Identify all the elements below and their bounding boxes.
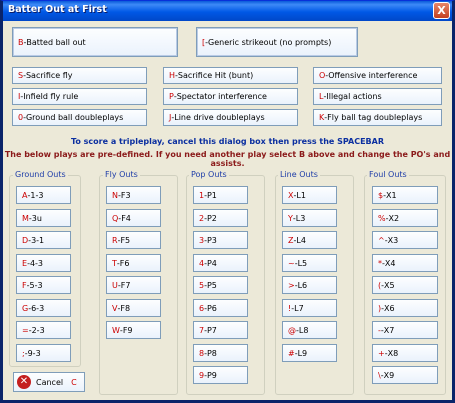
button-key: 4 [199,258,205,268]
pop-out-button[interactable] [193,344,248,362]
button-sep: - [204,325,207,335]
pop-out-button[interactable] [193,276,248,294]
button-key: * [378,258,382,268]
pop-out-button[interactable] [193,209,248,227]
button-key: 0 [18,113,24,122]
button-sep: - [204,213,207,223]
ground-ball-doubleplays-button[interactable] [12,109,147,126]
button-label: L4 [296,235,306,245]
button-label: P5 [206,280,217,290]
button-key: % [378,213,386,223]
pop-out-button[interactable] [193,299,248,317]
button-sep: - [384,235,388,245]
button-sep: - [24,348,28,358]
button-label: Line drive doubleplays [174,113,265,122]
button-key: D [22,235,29,245]
button-sep: - [117,303,121,313]
ground-out-button[interactable] [16,276,71,294]
fly-out-button[interactable] [106,254,161,272]
button-label: X8 [387,348,399,358]
button-label: Fly ball tag doubleplays [327,113,423,122]
button-label: F4 [121,213,131,223]
button-sep: - [116,258,120,268]
cancel-label: Cancel [36,377,64,387]
ground-out-button[interactable] [16,186,71,204]
foul-out-button[interactable] [372,321,438,339]
button-sep: - [117,280,121,290]
button-label: P6 [206,303,217,313]
button-sep: - [26,280,30,290]
sacrifice-fly-button[interactable] [12,67,147,84]
button-key: J [169,113,172,122]
button-key: O [319,71,326,80]
ground-out-button[interactable] [16,254,71,272]
button-key: $ [378,190,384,200]
button-key: Q [112,213,119,223]
close-button[interactable]: X [433,2,450,19]
line-out-button[interactable] [282,276,337,294]
group-label-foul-outs: Foul Outs [369,170,407,179]
button-key: U [112,280,118,290]
button-key: + [378,348,385,358]
button-sep: - [294,258,298,268]
button-label: X5 [384,280,395,290]
button-sep: - [23,37,27,47]
offensive-interference-button[interactable] [313,67,442,84]
button-label: L1 [296,190,306,200]
tripleplay-instruction: To score a tripleplay, cancel this dialog box then press the SPACEBAR [70,137,384,146]
button-label: X7 [383,325,395,335]
title-bar[interactable] [3,1,452,21]
button-key: ; [22,348,25,358]
button-sep: - [383,190,386,200]
pop-out-button[interactable] [193,321,248,339]
button-label: P9 [206,370,217,380]
button-label: X4 [384,258,396,268]
button-key: L [319,92,324,101]
line-out-button[interactable] [282,299,337,317]
infield-fly-rule-button[interactable] [12,88,147,105]
button-key: 6 [199,303,205,313]
button-label: P7 [206,325,217,335]
button-key: H [169,71,176,80]
button-sep: - [205,37,209,47]
button-label: P3 [206,235,217,245]
button-label: P4 [206,258,217,268]
button-sep: - [296,325,299,335]
button-label: Offensive interference [328,71,418,80]
pop-out-button[interactable] [193,254,248,272]
button-sep: - [204,258,207,268]
line-out-button[interactable] [282,231,337,249]
button-label: L7 [294,303,304,313]
button-sep: - [23,113,26,122]
button-sep: - [28,325,32,335]
button-sep: - [171,113,175,122]
foul-out-button[interactable] [372,186,438,204]
button-key: W [112,325,120,335]
button-key: I [18,92,21,101]
button-key: M [22,213,29,223]
button-sep: - [175,71,178,80]
foul-out-button[interactable] [372,344,438,362]
button-label: Illegal actions [326,92,382,101]
button-key: ) [378,303,382,313]
button-label: L5 [297,258,308,268]
line-out-button[interactable] [282,344,337,362]
button-label: Generic strikeout (no prompts) [208,37,332,47]
button-label: 1-3 [30,190,44,200]
button-label: 3u [31,213,42,223]
line-out-button[interactable] [282,254,337,272]
group-label-fly-outs: Fly Outs [105,170,138,179]
button-sep: - [325,71,329,80]
button-label: Infield fly rule [23,92,79,101]
button-label: L8 [298,325,309,335]
button-key: 8 [199,348,205,358]
foul-out-button[interactable] [372,209,438,227]
group-label-pop-outs: Pop Outs [191,170,227,179]
button-key: ^ [378,235,385,245]
cancel-icon: ✕ [17,375,31,389]
button-label: Spectator interference [176,92,267,101]
button-key: Z [288,235,294,245]
button-sep: - [28,303,32,313]
button-sep: - [27,190,31,200]
button-label: 9-3 [27,348,41,358]
button-label: L3 [295,213,306,223]
ground-out-button[interactable] [16,231,71,249]
button-key: > [288,280,295,290]
button-key: 2 [199,213,205,223]
line-out-button[interactable] [282,321,337,339]
button-sep: - [293,235,297,245]
button-sep: - [294,348,298,358]
button-label: P1 [206,190,217,200]
button-label: F6 [119,258,130,268]
button-sep: - [381,303,385,313]
button-label: X2 [388,213,400,223]
button-key: @ [288,325,296,335]
fly-out-button[interactable] [106,231,161,249]
button-key: 7 [199,325,205,335]
foul-out-button[interactable] [372,276,438,294]
button-sep: - [204,235,207,245]
button-label: 3-1 [31,235,45,245]
group-label-line-outs: Line Outs [280,170,318,179]
fly-ball-tag-doubleplays-button[interactable] [313,109,442,126]
button-label: Batted ball out [26,37,86,47]
fly-out-button[interactable] [106,321,161,339]
button-label: F3 [120,190,131,200]
button-key: E [22,258,28,268]
pop-out-button[interactable] [193,231,248,249]
button-key: S [18,71,24,80]
button-label: F9 [122,325,133,335]
button-sep: - [23,71,26,80]
button-key: X [288,190,294,200]
button-key: R [112,235,118,245]
sacrifice-hit-button[interactable] [163,67,298,84]
button-key: 3 [199,235,205,245]
pop-out-button[interactable] [193,186,248,204]
button-sep: - [204,280,207,290]
fly-out-button[interactable] [106,276,161,294]
button-key: B [18,37,24,47]
ground-out-button[interactable] [16,209,71,227]
button-sep: - [204,190,207,200]
button-label: L6 [297,280,308,290]
button-key: = [22,325,29,335]
button-key: ! [288,303,292,313]
foul-out-button[interactable] [372,299,438,317]
spectator-interference-button[interactable] [163,88,298,105]
button-label: L9 [297,348,308,358]
foul-out-button[interactable] [372,254,438,272]
button-key: 5 [199,280,205,290]
foul-out-button[interactable] [372,231,438,249]
fly-out-button[interactable] [106,209,161,227]
cancel-button[interactable] [13,372,85,392]
button-sep: - [117,235,121,245]
button-label: 6-3 [31,303,45,313]
button-sep: - [323,92,327,101]
group-label-ground-outs: Ground Outs [15,170,66,179]
button-key: Y [288,213,293,223]
button-sep: - [380,370,384,380]
button-sep: - [118,213,122,223]
button-sep: - [380,325,384,335]
button-key: ~ [288,258,295,268]
line-drive-doubleplays-button[interactable] [163,109,298,126]
illegal-actions-button[interactable] [313,88,442,105]
ground-out-button[interactable] [16,299,71,317]
button-label: X9 [383,370,395,380]
button-label: X3 [387,235,399,245]
button-sep: - [117,190,121,200]
button-label: 2-3 [31,325,45,335]
button-sep: - [324,113,328,122]
button-sep: - [28,235,32,245]
button-key: V [112,303,118,313]
button-sep: - [292,213,296,223]
button-sep: - [291,303,295,313]
button-label: 5-3 [29,280,43,290]
button-key: A [22,190,28,200]
button-key: 1 [199,190,205,200]
button-sep: - [204,303,207,313]
button-sep: - [294,280,298,290]
batted-ball-out-button[interactable] [12,27,178,57]
window-title: Batter Out at First [8,4,107,15]
button-sep: - [382,258,385,268]
button-label: Sacrifice fly [25,71,73,80]
button-key: F [22,280,27,290]
fly-out-button[interactable] [106,186,161,204]
button-label: X1 [385,190,397,200]
button-sep: - [27,258,30,268]
button-label: F5 [120,235,131,245]
button-sep: - [173,92,177,101]
button-sep: - [381,280,385,290]
line-out-button[interactable] [282,209,337,227]
cancel-key: C [71,377,77,387]
button-key: 9 [199,370,205,380]
button-key: K [319,113,325,122]
button-key: # [288,348,295,358]
button-label: X6 [384,303,395,313]
button-label: 4-3 [29,258,44,268]
button-key: N [112,190,118,200]
button-label: P2 [206,213,217,223]
button-label: Ground ball doubleplays [25,113,124,122]
ground-out-button[interactable] [16,321,71,339]
button-key: \ [378,370,381,380]
generic-strikeout-button[interactable] [196,27,358,57]
button-sep: - [293,190,297,200]
line-out-button[interactable] [282,186,337,204]
button-key: P [169,92,174,101]
button-sep: - [384,348,388,358]
button-sep: - [119,325,123,335]
button-key: [ [202,37,206,47]
button-label: F8 [120,303,131,313]
button-key: G [22,303,29,313]
button-sep: - [20,92,24,101]
button-sep: - [385,213,389,223]
predefined-plays-note: The below plays are pre-defined. If you need another play select B above and change the PO's and assists. [4,150,451,168]
button-key: ( [378,280,382,290]
button-label: F7 [120,280,131,290]
pop-out-button[interactable] [193,366,248,384]
foul-out-button[interactable] [372,366,438,384]
button-label: Sacrifice Hit (bunt) [177,71,254,80]
button-sep: - [28,213,32,223]
ground-out-button[interactable] [16,344,71,362]
fly-out-button[interactable] [106,299,161,317]
button-label: P8 [206,348,217,358]
button-key: - [378,325,381,335]
button-sep: - [204,370,207,380]
button-key: T [112,258,117,268]
button-sep: - [204,348,207,358]
